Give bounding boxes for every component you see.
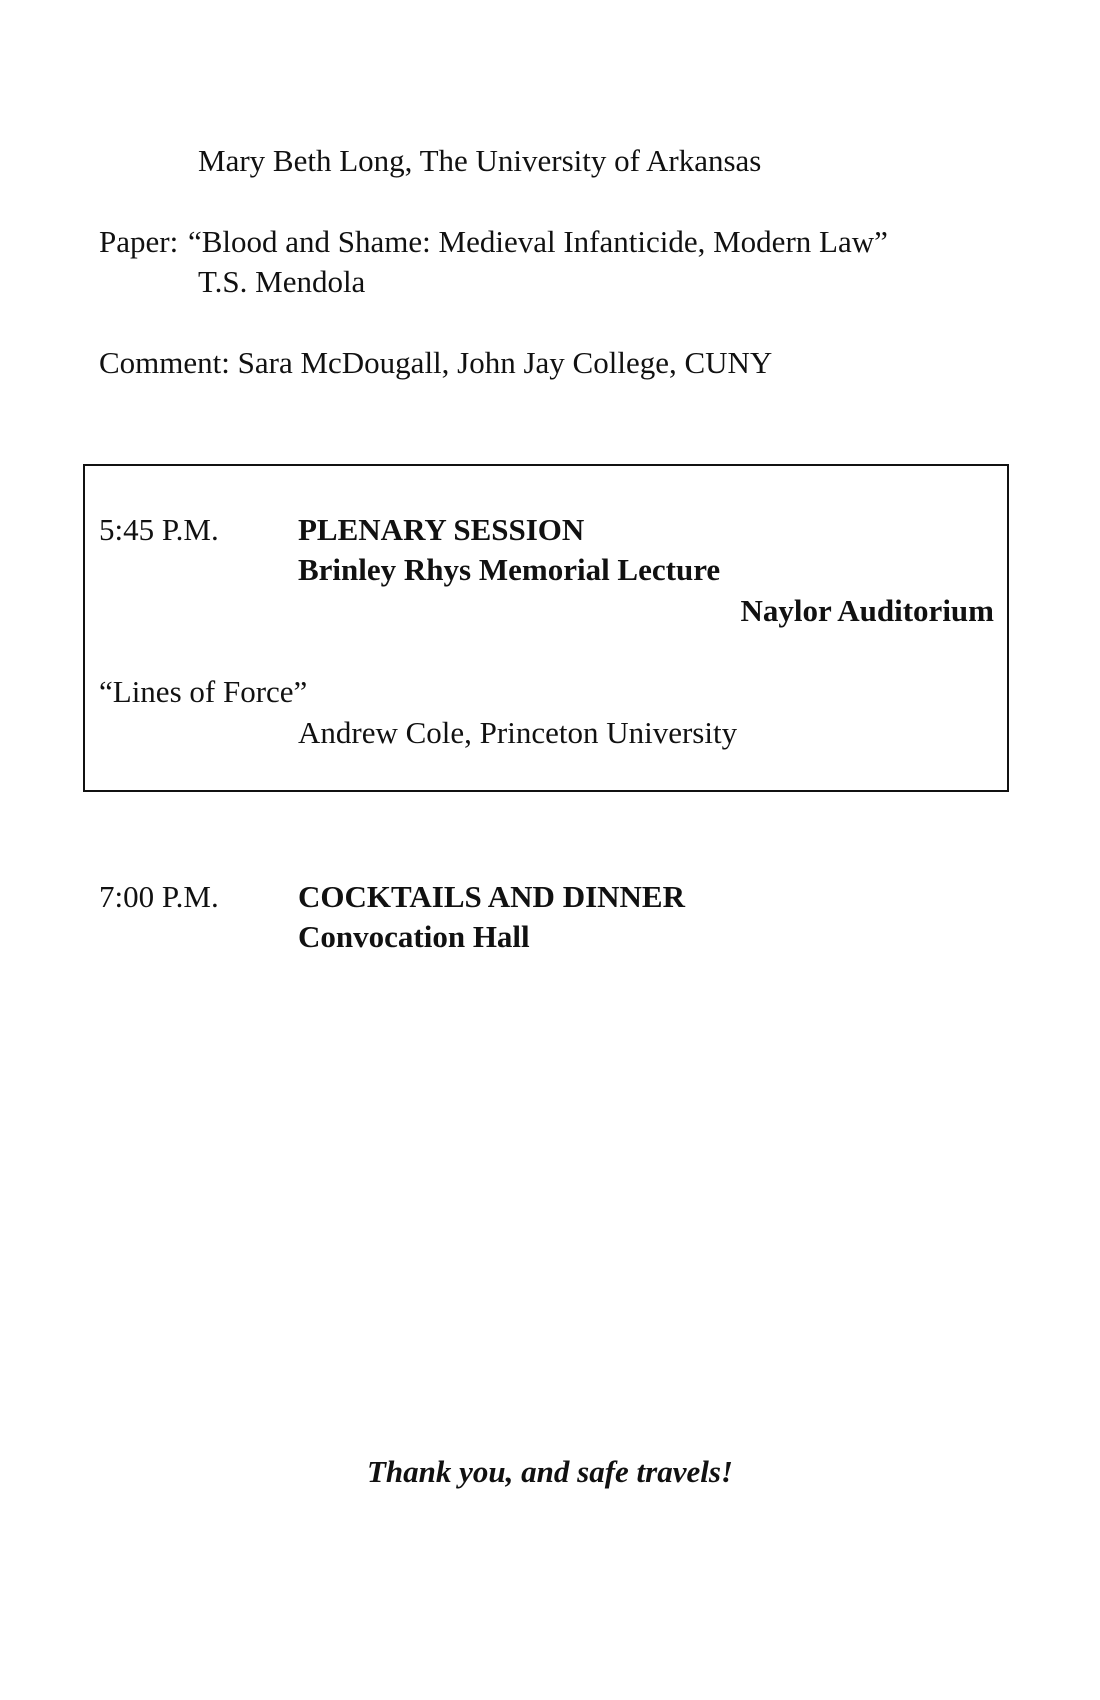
affiliation-line: Mary Beth Long, The University of Arkansas — [198, 143, 762, 178]
comment-line: Comment: Sara McDougall, John Jay College, CUNY — [99, 345, 773, 380]
dinner-venue: Convocation Hall — [298, 919, 530, 954]
paper-author: T.S. Mendola — [198, 264, 366, 299]
dinner-time: 7:00 P.M. — [99, 879, 219, 914]
closing-message: Thank you, and safe travels! — [367, 1454, 733, 1489]
plenary-speaker: Andrew Cole, Princeton University — [298, 715, 738, 750]
plenary-venue: Naylor Auditorium — [740, 593, 994, 628]
plenary-talk-title: “Lines of Force” — [99, 674, 308, 709]
plenary-heading: PLENARY SESSION — [298, 512, 585, 547]
plenary-time: 5:45 P.M. — [99, 512, 219, 547]
paper-label: Paper: — [99, 224, 179, 259]
plenary-lecture-name: Brinley Rhys Memorial Lecture — [298, 552, 721, 587]
paper-title: “Blood and Shame: Medieval Infanticide, Modern Law” — [188, 224, 888, 259]
dinner-heading: COCKTAILS AND DINNER — [298, 879, 685, 914]
